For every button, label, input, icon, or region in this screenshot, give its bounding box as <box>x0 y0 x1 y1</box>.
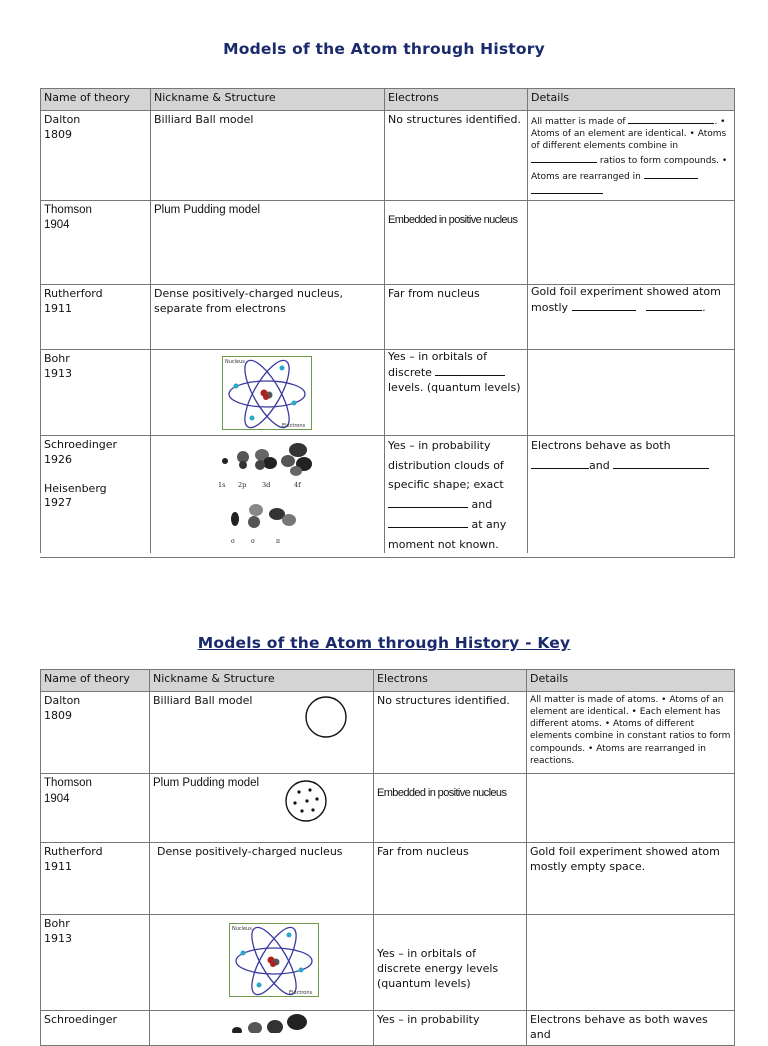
details-cell <box>528 284 735 349</box>
answer-blank[interactable] <box>572 300 636 311</box>
answer-blank[interactable] <box>531 458 589 469</box>
billiard-ball-figure <box>303 695 349 739</box>
orbital-label: 1s <box>218 480 226 489</box>
details-cell <box>528 111 735 201</box>
table-row <box>41 774 735 843</box>
orbital-label: σ <box>231 537 236 545</box>
bohr-atom-figure <box>222 356 312 430</box>
theory-name: Rutherford <box>44 286 103 300</box>
electrons-cell <box>385 435 528 557</box>
answer-blank[interactable] <box>388 497 468 508</box>
electrons-text: specific shape; exact <box>388 478 504 492</box>
theory-name-cell <box>41 915 150 1011</box>
theory-year: 1904 <box>44 792 70 805</box>
bohr-label-electrons: Electrons <box>289 990 313 996</box>
details-text: Electrons behave as both <box>531 438 671 452</box>
details-cell <box>527 774 735 843</box>
table-row <box>41 1011 735 1046</box>
theory-year: 1927 <box>44 496 72 510</box>
theory-name-cell <box>41 435 151 557</box>
orbital-label: σ <box>251 537 256 545</box>
nickname-text: Plum Pudding model <box>153 777 260 789</box>
answer-blank[interactable] <box>646 300 702 311</box>
theory-name-cell <box>41 1011 150 1046</box>
header-details: Details <box>527 670 735 692</box>
table-row <box>41 349 735 435</box>
nickname-text: Billiard Ball model <box>153 694 253 707</box>
answer-blank[interactable] <box>531 152 597 163</box>
nickname-cell <box>150 843 374 915</box>
header-name-of-theory: Name of theory <box>41 89 151 111</box>
details-cell: All matter is made of atoms. • Atoms of an element are identical. • Each element has different atoms. • Atoms of different elements combine in constant ratios to form compounds. • Atoms are rearranged in reactions. <box>527 692 735 774</box>
plum-pudding-figure <box>283 779 329 823</box>
nickname-cell <box>150 774 374 843</box>
electrons-cell: Far from nucleus <box>374 843 527 915</box>
theory-name: Bohr <box>44 917 70 930</box>
page-cutoff <box>40 553 734 557</box>
theory-year: 1926 <box>44 452 72 466</box>
electrons-cell: No structures identified. <box>374 692 527 774</box>
nickname-cell <box>150 692 374 774</box>
bohr-label-nucleus: Nucleus <box>232 926 252 932</box>
nickname-text: Dense positively-charged nucleus <box>157 845 343 858</box>
nickname-cell <box>150 915 374 1011</box>
worksheet-title: Models of the Atom through History <box>223 40 545 58</box>
answer-blank[interactable] <box>644 168 698 179</box>
theory-year: 1904 <box>44 219 70 232</box>
details-cell <box>528 435 735 557</box>
details-text: ratios to form compounds. • Atoms are rearranged in <box>531 156 728 182</box>
theory-name-cell <box>41 284 151 349</box>
table-row <box>41 111 735 201</box>
electrons-text: discrete <box>388 365 432 379</box>
details-text: and <box>589 458 610 472</box>
table-row <box>41 435 735 557</box>
nickname-cell <box>151 435 385 557</box>
details-text: . • Atoms of an element are identical. • Atoms of different elements combine in <box>531 117 727 152</box>
electrons-text: Yes – in probability <box>388 438 491 452</box>
theory-year: 1913 <box>44 366 72 380</box>
key-title: Models of the Atom through History - Key <box>197 634 571 652</box>
electrons-text: Embedded in positive nucleus <box>388 213 518 226</box>
header-electrons: Electrons <box>374 670 527 692</box>
nickname-cell: Plum Pudding model <box>151 200 385 284</box>
answer-blank[interactable] <box>613 458 709 469</box>
theory-name-cell <box>41 843 150 915</box>
key-table <box>40 669 735 1046</box>
theory-name: Dalton <box>44 113 81 126</box>
theory-name: Schroedinger <box>44 1013 118 1026</box>
orbital-shapes-figure <box>219 1013 319 1033</box>
theory-name-cell <box>41 692 150 774</box>
header-name-of-theory: Name of theory <box>41 670 150 692</box>
electrons-cell <box>385 349 528 435</box>
electrons-text: moment not known. <box>388 537 499 551</box>
table-row <box>41 915 735 1011</box>
table-row <box>41 200 735 284</box>
table-row <box>41 843 735 915</box>
nickname-cell: Billiard Ball model <box>151 111 385 201</box>
electrons-cell: No structures identified. <box>385 111 528 201</box>
theory-name: Schroedinger <box>44 437 118 451</box>
theory-name-cell <box>41 200 151 284</box>
answer-blank[interactable] <box>531 183 603 194</box>
answer-blank[interactable] <box>628 113 714 124</box>
details-text: Gold foil experiment showed atom <box>531 284 721 298</box>
theory-name: Dalton <box>44 694 81 707</box>
header-nickname-structure: Nickname & Structure <box>151 89 385 111</box>
theory-name: Thomson <box>44 203 92 216</box>
electrons-text: and <box>471 498 493 512</box>
theory-year: 1911 <box>44 859 72 873</box>
electrons-cell: Yes – in probability <box>374 1011 527 1046</box>
table-row <box>41 692 735 774</box>
theory-year: 1911 <box>44 301 72 315</box>
details-cell: Electrons behave as both waves and <box>527 1011 735 1046</box>
electrons-cell <box>374 915 527 1011</box>
electrons-cell <box>374 774 527 843</box>
electrons-text: Embedded in positive nucleus <box>377 787 507 799</box>
electrons-text: at any <box>471 518 507 532</box>
orbital-label: 2p <box>238 480 247 489</box>
theory-name-cell <box>41 349 151 435</box>
theory-year: 1809 <box>44 708 72 722</box>
bohr-label-electrons: Electrons <box>282 422 306 429</box>
nickname-cell: Dense positively-charged nucleus, separate from electrons <box>151 284 385 349</box>
nickname-cell <box>151 349 385 435</box>
electrons-text: levels. (quantum levels) <box>388 380 521 394</box>
electrons-cell <box>385 200 528 284</box>
details-text: All matter is made of <box>531 117 626 127</box>
details-text: mostly <box>531 300 569 314</box>
theory-name: Bohr <box>44 351 70 365</box>
theory-name: Heisenberg <box>44 481 107 495</box>
orbital-label: π <box>276 537 280 545</box>
header-electrons: Electrons <box>385 89 528 111</box>
details-cell: Gold foil experiment showed atom mostly empty space. <box>527 843 735 915</box>
theory-name: Thomson <box>44 777 92 789</box>
answer-blank[interactable] <box>435 365 505 376</box>
theory-name-cell <box>41 774 150 843</box>
details-cell <box>527 915 735 1011</box>
nickname-cell <box>150 1011 374 1046</box>
orbital-label: 4f <box>294 480 301 489</box>
electrons-text: distribution clouds of <box>388 458 504 472</box>
table-header-row <box>41 89 735 111</box>
table-header-row <box>41 670 735 692</box>
bohr-label-nucleus: Nucleus <box>225 358 245 365</box>
theory-name-cell <box>41 111 151 201</box>
orbital-label: 3d <box>262 480 271 489</box>
bohr-atom-figure <box>229 923 319 997</box>
worksheet-table <box>40 88 735 558</box>
details-text: . <box>702 300 706 314</box>
answer-blank[interactable] <box>388 517 468 528</box>
details-cell <box>528 200 735 284</box>
header-details: Details <box>528 89 735 111</box>
electrons-text: Yes – in orbitals of <box>388 349 488 363</box>
theory-year: 1913 <box>44 931 72 945</box>
electrons-text: Yes – in orbitals of discrete energy levels (quantum levels) <box>377 947 499 990</box>
electrons-cell: Far from nucleus <box>385 284 528 349</box>
header-nickname-structure: Nickname & Structure <box>150 670 374 692</box>
theory-name: Rutherford <box>44 845 103 858</box>
orbital-shapes-figure <box>216 440 328 550</box>
details-cell <box>528 349 735 435</box>
theory-year: 1809 <box>44 127 72 141</box>
table-row <box>41 284 735 349</box>
